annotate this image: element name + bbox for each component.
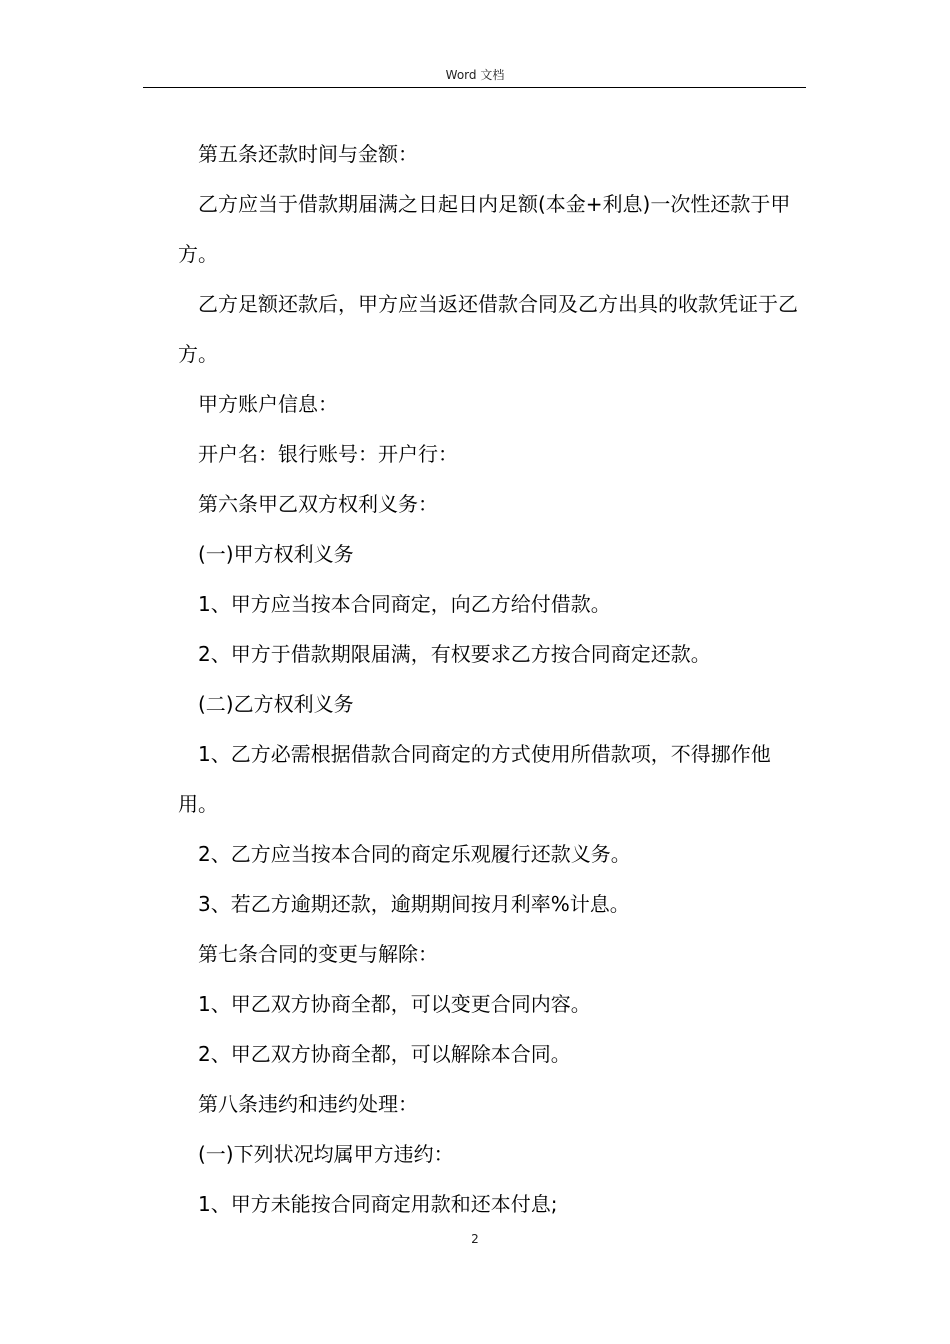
page-header-label: Word 文档 <box>445 68 505 82</box>
page-number: 2 <box>471 1232 479 1246</box>
paragraph-article-7-item-1: 1、甲乙双方协商全都，可以变更合同内容。 <box>198 992 591 1016</box>
paragraph-party-a-item-1: 1、甲方应当按本合同商定，向乙方给付借款。 <box>198 592 611 616</box>
paragraph-party-a-breach-item-1: 1、甲方未能按合同商定用款和还本付息; <box>198 1192 558 1216</box>
paragraph-party-b-item-1: 1、乙方必需根据借款合同商定的方式使用所借款项，不得挪作他用。 <box>178 742 771 816</box>
paragraph-repayment-deadline: 乙方应当于借款期届满之日起日内足额(本金+利息)一次性还款于甲方。 <box>178 192 791 266</box>
paragraph-article-7-item-2: 2、甲乙双方协商全都，可以解除本合同。 <box>198 1042 571 1066</box>
paragraph-article-7-title: 第七条合同的变更与解除： <box>198 942 438 966</box>
paragraph-party-b-item-3: 3、若乙方逾期还款，逾期期间按月利率%计息。 <box>198 892 630 916</box>
document-body <box>178 129 806 1229</box>
paragraph-return-contract: 乙方足额还款后，甲方应当返还借款合同及乙方出具的收款凭证于乙方。 <box>178 292 798 366</box>
paragraph-party-b-item-2: 2、乙方应当按本合同的商定乐观履行还款义务。 <box>198 842 631 866</box>
paragraph-account-info-title: 甲方账户信息： <box>198 392 338 416</box>
paragraph-account-fields: 开户名：银行账号：开户行： <box>198 442 458 466</box>
paragraph-party-a-breach-title: (一)下列状况均属甲方违约： <box>198 1142 454 1166</box>
paragraph-article-6-title: 第六条甲乙双方权利义务： <box>198 492 438 516</box>
header-divider <box>143 87 806 88</box>
paragraph-article-8-title: 第八条违约和违约处理： <box>198 1092 418 1116</box>
paragraph-party-a-item-2: 2、甲方于借款期限届满，有权要求乙方按合同商定还款。 <box>198 642 711 666</box>
paragraph-party-a-rights-title: (一)甲方权利义务 <box>198 542 354 566</box>
paragraph-party-b-rights-title: (二)乙方权利义务 <box>198 692 354 716</box>
paragraph-article-5-title: 第五条还款时间与金额： <box>198 142 418 166</box>
